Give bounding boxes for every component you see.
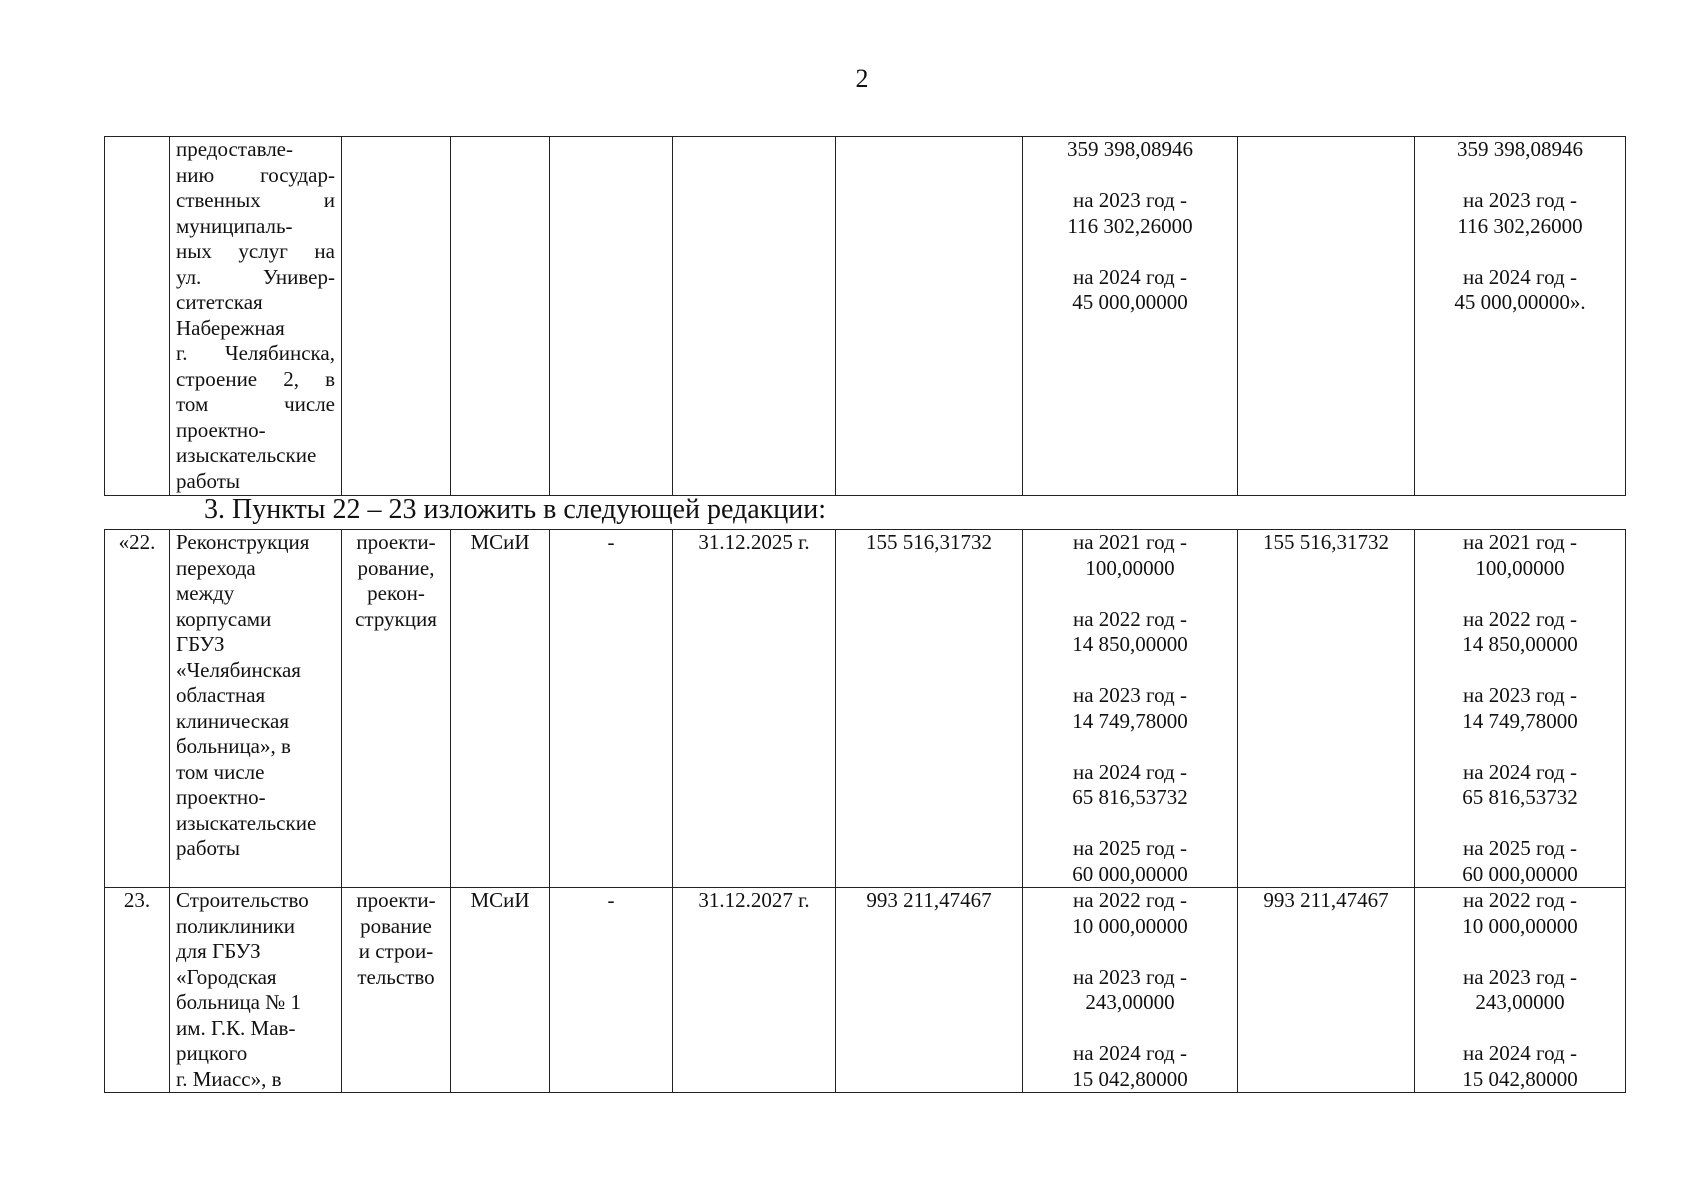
cell-dash: - <box>550 888 673 1093</box>
cell-date: 31.12.2025 г. <box>673 530 836 888</box>
cell-cost <box>836 137 1023 496</box>
cell-line: 359 398,08946 <box>1067 137 1193 161</box>
cell-object-name <box>170 888 342 1093</box>
cell-line: нию государ- <box>176 162 335 187</box>
cell-line: корпусами <box>176 606 272 631</box>
cell-line: на 2022 год - <box>1463 888 1577 912</box>
cell-line: 14 749,78000 <box>1072 708 1188 733</box>
objects-table <box>104 529 1626 1093</box>
cell-line: на 2021 год - <box>1463 530 1577 554</box>
cell-line: Реконструкция <box>176 530 310 554</box>
cell-line: том числе <box>176 392 335 416</box>
cell-line: рование, <box>357 555 435 580</box>
cell-line: 100,00000 <box>1085 555 1175 580</box>
cell-line: областная <box>176 683 266 707</box>
cell-line: 15 042,80000 <box>1072 1066 1188 1091</box>
table-row <box>105 530 1626 888</box>
cell-budget-total: 155 516,31732 <box>1238 530 1415 888</box>
cell-line: муниципаль- <box>176 213 293 238</box>
cell-line: перехода <box>176 555 256 580</box>
cell-line: проекти- <box>356 888 436 912</box>
cell-line: рование <box>360 913 432 938</box>
cell-line <box>1029 734 1231 760</box>
cell-date: 31.12.2027 г. <box>673 888 836 1093</box>
cell-line: 243,00000 <box>1475 990 1565 1014</box>
cell-line: струкция <box>355 606 437 631</box>
cell-line: на 2024 год - <box>1463 759 1577 784</box>
cell-funding-by-year <box>1023 530 1238 888</box>
cell-line <box>1421 811 1619 837</box>
cell-line: 45 000,00000 <box>1072 290 1188 314</box>
cell-line: на 2022 год - <box>1073 888 1187 912</box>
cell-line: на 2024 год - <box>1463 264 1577 289</box>
cell-line: на 2023 год - <box>1073 683 1187 707</box>
cell-line: поликлиники <box>176 913 296 938</box>
cell-line: на 2023 год - <box>1073 964 1187 989</box>
page-number: 2 <box>855 64 869 93</box>
cell-line: 14 749,78000 <box>1462 708 1578 733</box>
cell-line: 10 000,00000 <box>1462 913 1578 938</box>
cell-line: изыскательские <box>176 810 317 835</box>
cell-line: 60 000,00000 <box>1462 861 1578 886</box>
cell-object-name <box>170 530 342 888</box>
cell-line: на 2024 год - <box>1463 1041 1577 1065</box>
cell-budget-total: 993 211,47467 <box>1238 888 1415 1093</box>
cell-line <box>1421 581 1619 607</box>
cell-dash: - <box>550 530 673 888</box>
cell-line: на 2024 год - <box>1073 759 1187 784</box>
cell-line <box>1421 734 1619 760</box>
cell-line: ственных и <box>176 188 335 212</box>
cell-line <box>1421 658 1619 684</box>
cell-line: Строительство <box>176 888 309 912</box>
cell-line: работы <box>176 468 241 493</box>
cell-line: проектно- <box>176 417 266 442</box>
cell-cost: 155 516,31732 <box>836 530 1023 888</box>
cell-line: «Челябинская <box>176 657 301 682</box>
cell-line: 10 000,00000 <box>1072 913 1188 938</box>
cell-line: 116 302,26000 <box>1067 213 1193 238</box>
cell-line <box>1029 581 1231 607</box>
cell-line: «Городская <box>176 964 277 989</box>
cell-budget-by-year <box>1415 888 1626 1093</box>
cell-line: на 2023 год - <box>1463 964 1577 989</box>
cell-line <box>1421 939 1619 965</box>
cell-line: рекон- <box>367 581 425 605</box>
cell-work-type <box>342 888 451 1093</box>
cell-line <box>1029 163 1231 189</box>
row-number: 23. <box>105 888 170 1093</box>
cell-funding-by-year <box>1023 888 1238 1093</box>
cell-line: г. Миасс», в <box>176 1066 282 1091</box>
table-row <box>105 888 1626 1093</box>
cell-line: на 2023 год - <box>1073 188 1187 212</box>
cell-line: предоставле- <box>176 137 293 161</box>
cell-line: им. Г.К. Мав- <box>176 1015 296 1040</box>
cell-object-name <box>170 137 342 496</box>
cell-line: рицкого <box>176 1041 248 1065</box>
cell-line: и строи- <box>358 939 434 963</box>
cell-line: на 2021 год - <box>1073 530 1187 554</box>
cell-line: г. Челябинска, <box>176 341 335 365</box>
cell-line: ных услуг на <box>176 239 335 263</box>
cell-dash <box>550 137 673 496</box>
cell-line: работы <box>176 836 241 860</box>
cell-line: проекти- <box>356 530 436 554</box>
cell-line: клиническая <box>176 708 289 733</box>
cell-line: 65 816,53732 <box>1072 785 1188 809</box>
cell-line: ситетская <box>176 290 263 314</box>
cell-line: между <box>176 581 235 605</box>
cell-line: 65 816,53732 <box>1462 785 1578 809</box>
cell-line: том числе <box>176 759 265 784</box>
cell-line <box>1421 239 1619 265</box>
cell-line: 15 042,80000 <box>1462 1066 1578 1091</box>
cell-line: 60 000,00000 <box>1072 861 1188 886</box>
cell-line: ул. Универ- <box>176 264 335 289</box>
section-heading: 3. Пункты 22 – 23 изложить в следующей редакции: <box>204 494 827 525</box>
cell-line: на 2022 год - <box>1073 606 1187 631</box>
cell-line: ГБУЗ <box>176 632 225 656</box>
cell-line <box>1029 1016 1231 1042</box>
cell-line: 100,00000 <box>1475 555 1565 580</box>
cell-line: 116 302,26000 <box>1457 213 1583 238</box>
cell-line <box>1421 163 1619 189</box>
cell-line: на 2025 год - <box>1073 836 1187 860</box>
cell-line <box>1029 811 1231 837</box>
cell-funding-by-year <box>1023 137 1238 496</box>
cell-line: изыскательские <box>176 443 317 467</box>
cell-line <box>1029 658 1231 684</box>
cell-line: 45 000,00000». <box>1454 290 1586 314</box>
cell-cost: 993 211,47467 <box>836 888 1023 1093</box>
cell-line: 359 398,08946 <box>1457 137 1583 161</box>
cell-work-type <box>342 137 451 496</box>
cell-budget-by-year <box>1415 530 1626 888</box>
cell-line: тельство <box>357 964 435 989</box>
cell-line: Набережная <box>176 315 285 340</box>
cell-budget-by-year <box>1415 137 1626 496</box>
cell-agency: МСиИ <box>451 530 550 888</box>
cell-line: на 2022 год - <box>1463 606 1577 631</box>
row-number: «22. <box>105 530 170 888</box>
cell-line <box>1029 239 1231 265</box>
cell-num <box>105 137 170 496</box>
cell-line <box>1421 1016 1619 1042</box>
cell-line: больница», в <box>176 734 291 758</box>
cell-line <box>1029 939 1231 965</box>
cell-line: для ГБУЗ <box>176 939 261 963</box>
cell-budget-total <box>1238 137 1415 496</box>
cell-line: больница № 1 <box>176 990 302 1014</box>
cell-line: 14 850,00000 <box>1072 632 1188 656</box>
cell-line: на 2024 год - <box>1073 1041 1187 1065</box>
cell-agency: МСиИ <box>451 888 550 1093</box>
cell-line: строение 2, в <box>176 366 335 391</box>
cell-line: 243,00000 <box>1085 990 1175 1014</box>
cell-line: на 2024 год - <box>1073 264 1187 289</box>
cell-agency <box>451 137 550 496</box>
cell-line: на 2023 год - <box>1463 683 1577 707</box>
cell-line: 14 850,00000 <box>1462 632 1578 656</box>
cell-work-type <box>342 530 451 888</box>
continuation-table <box>104 136 1626 496</box>
cell-line: на 2023 год - <box>1463 188 1577 212</box>
cell-date <box>673 137 836 496</box>
cell-line: на 2025 год - <box>1463 836 1577 860</box>
cell-line: проектно- <box>176 785 266 809</box>
